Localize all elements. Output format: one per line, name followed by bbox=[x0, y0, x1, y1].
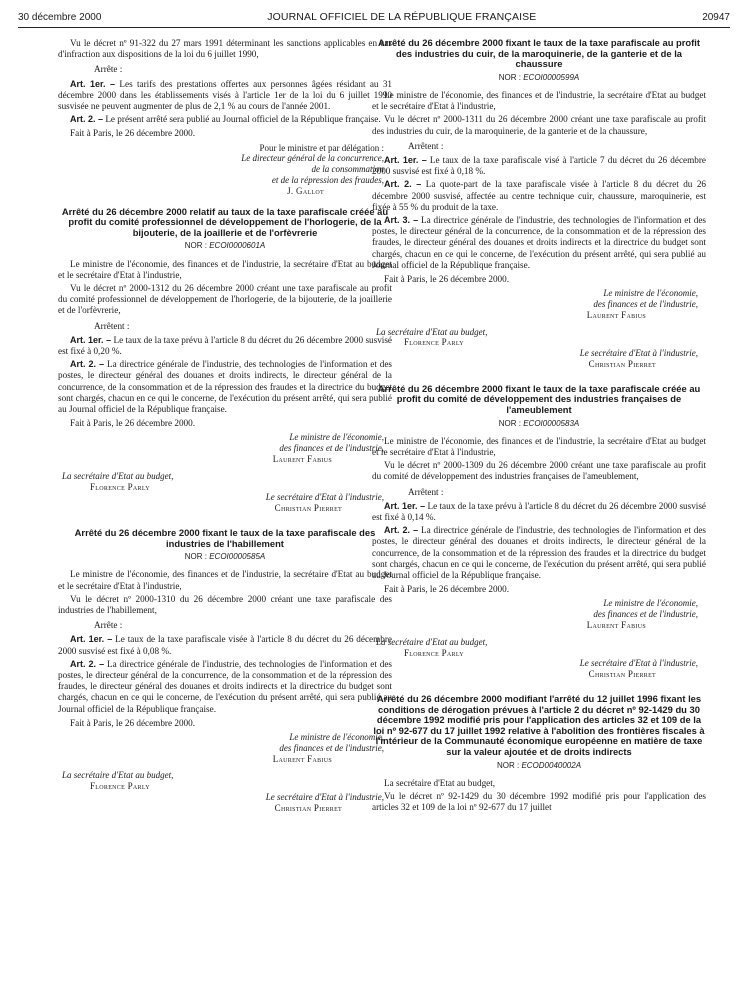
article-2 bbox=[372, 179, 706, 213]
nor-reference bbox=[372, 760, 706, 771]
fait-a-paris: Fait à Paris, le 26 décembre 2000. bbox=[70, 418, 196, 429]
article-1 bbox=[372, 155, 706, 177]
budget-name: Florence Parly bbox=[90, 781, 150, 792]
arrete-label: Arrête : bbox=[94, 620, 123, 631]
signatures bbox=[58, 432, 392, 514]
signatures bbox=[58, 732, 392, 814]
article-2 bbox=[58, 659, 392, 715]
preamble: Le ministre de l'économie, des finances et de l'industrie, la secrétaire d'Etat au budget et le secrétaire d'Etat à l'industrie, bbox=[58, 569, 392, 591]
article-1-lead: Art. 1er. – bbox=[70, 634, 113, 645]
signatures bbox=[372, 598, 706, 680]
article-2-text: Le présent arrêté sera publié au Journal officiel de la République française. bbox=[105, 114, 381, 125]
industry-title: Le secrétaire d'Etat à l'industrie, bbox=[579, 348, 698, 359]
vu-clause: Vu le décret nº 2000-1311 du 26 décembre 2000 créant une taxe parafiscale au profit des industries du cuir, de la maroquinerie, de la ganterie et de la chaussure, bbox=[372, 114, 706, 136]
sig-delegation-line: Pour le ministre et par délégation : bbox=[259, 142, 384, 153]
nor-label: NOR : bbox=[498, 72, 521, 82]
vu-clause: Vu le décret nº 92-1429 du 30 décembre 1992 modifié pris pour l'application des articles 32 et 109 de la loi nº 92-677 du 17 juillet bbox=[372, 790, 706, 813]
article-1 bbox=[58, 335, 392, 357]
article-3 bbox=[372, 215, 706, 271]
vu-clause: Vu le décret nº 2000-1310 du 26 décembre 2000 créant une taxe parafiscale des industries de l'habillement, bbox=[58, 593, 392, 616]
industry-name: Christian Pierret bbox=[274, 503, 342, 514]
right-column bbox=[372, 38, 706, 813]
decree-title: Arrêté du 26 décembre 2000 relatif au taux de la taxe parafiscale créée au profit du comité professionnel de développement de l'horlogerie, de la bijouterie, de la joaillerie et de l'orfèvrerie bbox=[61, 205, 389, 238]
nor-code: ECOI0000585A bbox=[209, 552, 266, 562]
sig-director-line1: Le directeur général de la concurrence, bbox=[241, 153, 384, 164]
nor-label: NOR : bbox=[184, 552, 207, 562]
nor-code: ECOD0040002A bbox=[521, 760, 582, 770]
preamble: Le ministre de l'économie, des finances et de l'industrie, la secrétaire d'Etat au budget et le secrétaire d'Etat à l'industrie, bbox=[372, 89, 706, 112]
nor-reference bbox=[372, 418, 706, 429]
article-2-lead: Art. 2. – bbox=[70, 114, 104, 125]
page-header bbox=[18, 10, 730, 28]
article-1-lead: Art. 1er. – bbox=[70, 334, 112, 345]
decree-title: Arrêté du 26 décembre 2000 fixant le taux de la taxe parafiscale au profit des industries du cuir, de la maroquinerie, de la ganterie et de la chaussure bbox=[377, 37, 700, 70]
minister-title-line2: des finances et de l'industrie, bbox=[279, 742, 384, 753]
industry-name: Christian Pierret bbox=[588, 669, 656, 680]
nor-label: NOR : bbox=[184, 241, 207, 251]
article-1-lead: Art. 1er. – bbox=[70, 78, 116, 89]
budget-name: Florence Parly bbox=[404, 647, 464, 658]
industry-title: Le secrétaire d'Etat à l'industrie, bbox=[265, 792, 384, 803]
decree-title: Arrêté du 26 décembre 2000 fixant le taux de la taxe parafiscale créée au profit du comité de développement des industries françaises de l'ameublement bbox=[377, 382, 701, 415]
left-column bbox=[58, 38, 392, 814]
article-1-text: Le taux de la taxe prévu à l'article 8 du décret du 26 décembre 2000 susvisé est fixé à 0,14 %. bbox=[372, 500, 706, 523]
minister-name: Laurent Fabius bbox=[586, 620, 646, 631]
preamble: La secrétaire d'Etat au budget, bbox=[384, 777, 496, 788]
nor-code: ECOI0000599A bbox=[523, 72, 580, 82]
nor-code: ECOI0000601A bbox=[209, 241, 266, 251]
article-2-lead: Art. 2. – bbox=[384, 525, 419, 536]
nor-label: NOR : bbox=[496, 760, 520, 770]
minister-name: Laurent Fabius bbox=[272, 454, 332, 465]
sig-director-name: J. Gallot bbox=[287, 185, 324, 196]
sig-director-line3: et de la répression des fraudes, bbox=[271, 175, 384, 186]
article-3-lead: Art. 3. – bbox=[384, 215, 419, 226]
minister-name: Laurent Fabius bbox=[586, 309, 646, 320]
sig-director-line2: de la consommation bbox=[311, 164, 384, 175]
nor-code: ECOI0000583A bbox=[523, 418, 580, 428]
preamble: Le ministre de l'économie, des finances et de l'industrie, la secrétaire d'Etat au budget et le secrétaire d'Etat à l'industrie, bbox=[372, 435, 706, 457]
page-number: 20947 bbox=[702, 11, 730, 23]
minister-title-line2: des finances et de l'industrie, bbox=[593, 299, 698, 310]
fait-a-paris: Fait à Paris, le 26 décembre 2000. bbox=[384, 274, 510, 285]
signature-delegation bbox=[58, 143, 392, 197]
fait-a-paris: Fait à Paris, le 26 décembre 2000. bbox=[384, 584, 510, 595]
budget-title: La secrétaire d'Etat au budget, bbox=[62, 770, 174, 781]
minister-title-line1: Le ministre de l'économie, bbox=[603, 288, 698, 299]
article-2-text: La directrice générale de l'industrie, des technologies de l'information et des postes, le directeur général des douanes et droits indirects, le directeur général de la concurrence, de la consommation et de la répression des fraudes et la directrice du budget sont chargés, chacun en ce qui le concerne, de l'exécution du présent arrêté, qui sera publié au Journal officiel de la République française. bbox=[58, 359, 392, 415]
article-2-text: La directrice générale de l'industrie, des technologies de l'information et des postes, le directeur général de la concurrence, de la consommation et de la répression des fraudes, le directeur général des douanes et droits indirects et la directrice du budget sont chargés, chacun en ce qui le concerne, de l'exécution du présent arrêté, qui sera publié au Journal officiel de la République française. bbox=[58, 658, 392, 714]
minister-title-line2: des finances et de l'industrie, bbox=[593, 609, 698, 620]
signatures bbox=[372, 288, 706, 370]
article-2-text: La quote-part de la taxe parafiscale visée à l'article 8 du décret du 26 décembre 2000 susvisé, affectée au centre technique cuir, chaussure, maroquinerie, est fixée à 55 % du produit de la taxe. bbox=[372, 179, 707, 212]
article-1-lead: Art. 1er. – bbox=[384, 500, 426, 511]
arretent-label: Arrêtent : bbox=[94, 320, 130, 331]
article-1 bbox=[58, 79, 392, 113]
arrete-label: Arrête : bbox=[94, 64, 123, 75]
arretent-label: Arrêtent : bbox=[408, 486, 444, 497]
article-1-lead: Art. 1er. – bbox=[384, 155, 427, 165]
minister-title-line2: des finances et de l'industrie, bbox=[279, 443, 384, 454]
minister-title-line1: Le ministre de l'économie, bbox=[289, 732, 384, 743]
fait-a-paris: Fait à Paris, le 26 décembre 2000. bbox=[70, 717, 196, 728]
minister-title-line1: Le ministre de l'économie, bbox=[289, 432, 384, 443]
budget-title: La secrétaire d'Etat au budget, bbox=[62, 470, 174, 481]
article-1-text: Les tarifs des prestations offertes aux personnes âgées résidant au 31 décembre 2000 dans les établissements visés à l'article 1er de la loi du 6 juillet 1990 susvisée ne peuvent augmenter de plus de 2,1 % au cours de l'année 2001. bbox=[58, 78, 393, 112]
article-1 bbox=[372, 501, 706, 523]
header-date: 30 décembre 2000 bbox=[18, 11, 102, 23]
arretent-label: Arrêtent : bbox=[408, 140, 444, 151]
preamble: Le ministre de l'économie, des finances et de l'industrie, la secrétaire d'Etat au budget et le secrétaire d'Etat à l'industrie, bbox=[58, 258, 392, 280]
budget-title: La secrétaire d'Etat au budget, bbox=[376, 326, 488, 337]
article-2 bbox=[58, 359, 392, 415]
minister-title-line1: Le ministre de l'économie, bbox=[603, 598, 698, 609]
article-1-text: Le taux de la taxe prévu à l'article 8 du décret du 26 décembre 2000 susvisé est fixé à 0,20 %. bbox=[58, 334, 392, 357]
article-1-text: Le taux de la taxe parafiscale visée à l'article 8 du décret du 26 décembre 2000 susvisé est fixé à 0,08 %. bbox=[58, 634, 393, 656]
vu-clause: Vu le décret nº 2000-1309 du 26 décembre 2000 créant une taxe parafiscale au profit du comité de développement des industries françaises de l'ameublement, bbox=[372, 460, 706, 482]
article-2-lead: Art. 2. – bbox=[70, 658, 105, 669]
article-2-lead: Art. 2. – bbox=[70, 359, 105, 370]
industry-title: Le secrétaire d'Etat à l'industrie, bbox=[579, 658, 698, 669]
decree-title: Arrêté du 26 décembre 2000 fixant le taux de la taxe parafiscale des industries de l'habillement bbox=[74, 527, 376, 549]
article-3-text: La directrice générale de l'industrie, des technologies de l'information et des postes, le directeur général de la concurrence, de la consommation et de la répression des fraudes, le directeur général des douanes et droits indirects et la directrice du budget sont chargés, chacun en ce qui le concerne, de l'exécution du présent arrêté, qui sera publié au Journal officiel de la République française. bbox=[372, 215, 706, 270]
intro-vu: Vu le décret nº 91-322 du 27 mars 1991 déterminant les sanctions applicables en cas d'infraction aux dispositions de la loi du 6 juillet 1990, bbox=[58, 38, 392, 60]
article-2-lead: Art. 2. – bbox=[384, 179, 422, 190]
budget-name: Florence Parly bbox=[90, 481, 150, 492]
article-1 bbox=[58, 634, 392, 656]
article-1-text: Le taux de la taxe parafiscale visé à l'article 7 du décret du 26 décembre 2000 susvisé est fixé à 0,18 %. bbox=[372, 155, 706, 177]
nor-reference bbox=[58, 551, 392, 562]
nor-reference bbox=[372, 72, 706, 83]
decree-title: Arrêté du 26 décembre 2000 modifiant l'arrêté du 12 juillet 1996 fixant les conditions de dérogation prévues à l'article 2 du décret nº 92-1429 du 30 décembre 1992 modifié pris pour l'application des articles 32 et 109 de la loi nº 92-677 du 17 juillet 1992 relative à l'abolition des frontières fiscales à l'intérieur de la Communauté économique européenne en matière de taxe sur la valeur ajoutée et de droits indirects bbox=[373, 693, 705, 757]
industry-title: Le secrétaire d'Etat à l'industrie, bbox=[265, 492, 384, 503]
industry-name: Christian Pierret bbox=[588, 359, 656, 370]
fait-a-paris: Fait à Paris, le 26 décembre 2000. bbox=[70, 128, 196, 139]
vu-clause: Vu le décret nº 2000-1312 du 26 décembre 2000 créant une taxe parafiscale au profit du comité professionnel de développement de l'horlogerie, de la bijouterie, de la joaillerie et de l'orfèvrerie, bbox=[58, 283, 392, 316]
nor-reference bbox=[58, 240, 392, 251]
article-2 bbox=[372, 525, 706, 581]
minister-name: Laurent Fabius bbox=[272, 753, 332, 764]
journal-title: JOURNAL OFFICIEL DE LA RÉPUBLIQUE FRANÇAISE bbox=[267, 11, 537, 23]
nor-label: NOR : bbox=[498, 418, 521, 428]
article-2-text: La directrice générale de l'industrie, des technologies de l'information et des postes, le directeur général des douanes et droits indirects, le directeur général de la concurrence, de la consommation et de la répression des fraudes et la directrice du budget sont chargés, chacun en ce qui le concerne, de l'exécution du présent arrêté, qui sera publié au Journal officiel de la République française. bbox=[372, 525, 706, 581]
industry-name: Christian Pierret bbox=[274, 802, 342, 813]
article-2 bbox=[58, 114, 392, 125]
budget-title: La secrétaire d'Etat au budget, bbox=[376, 636, 488, 647]
budget-name: Florence Parly bbox=[404, 337, 464, 348]
